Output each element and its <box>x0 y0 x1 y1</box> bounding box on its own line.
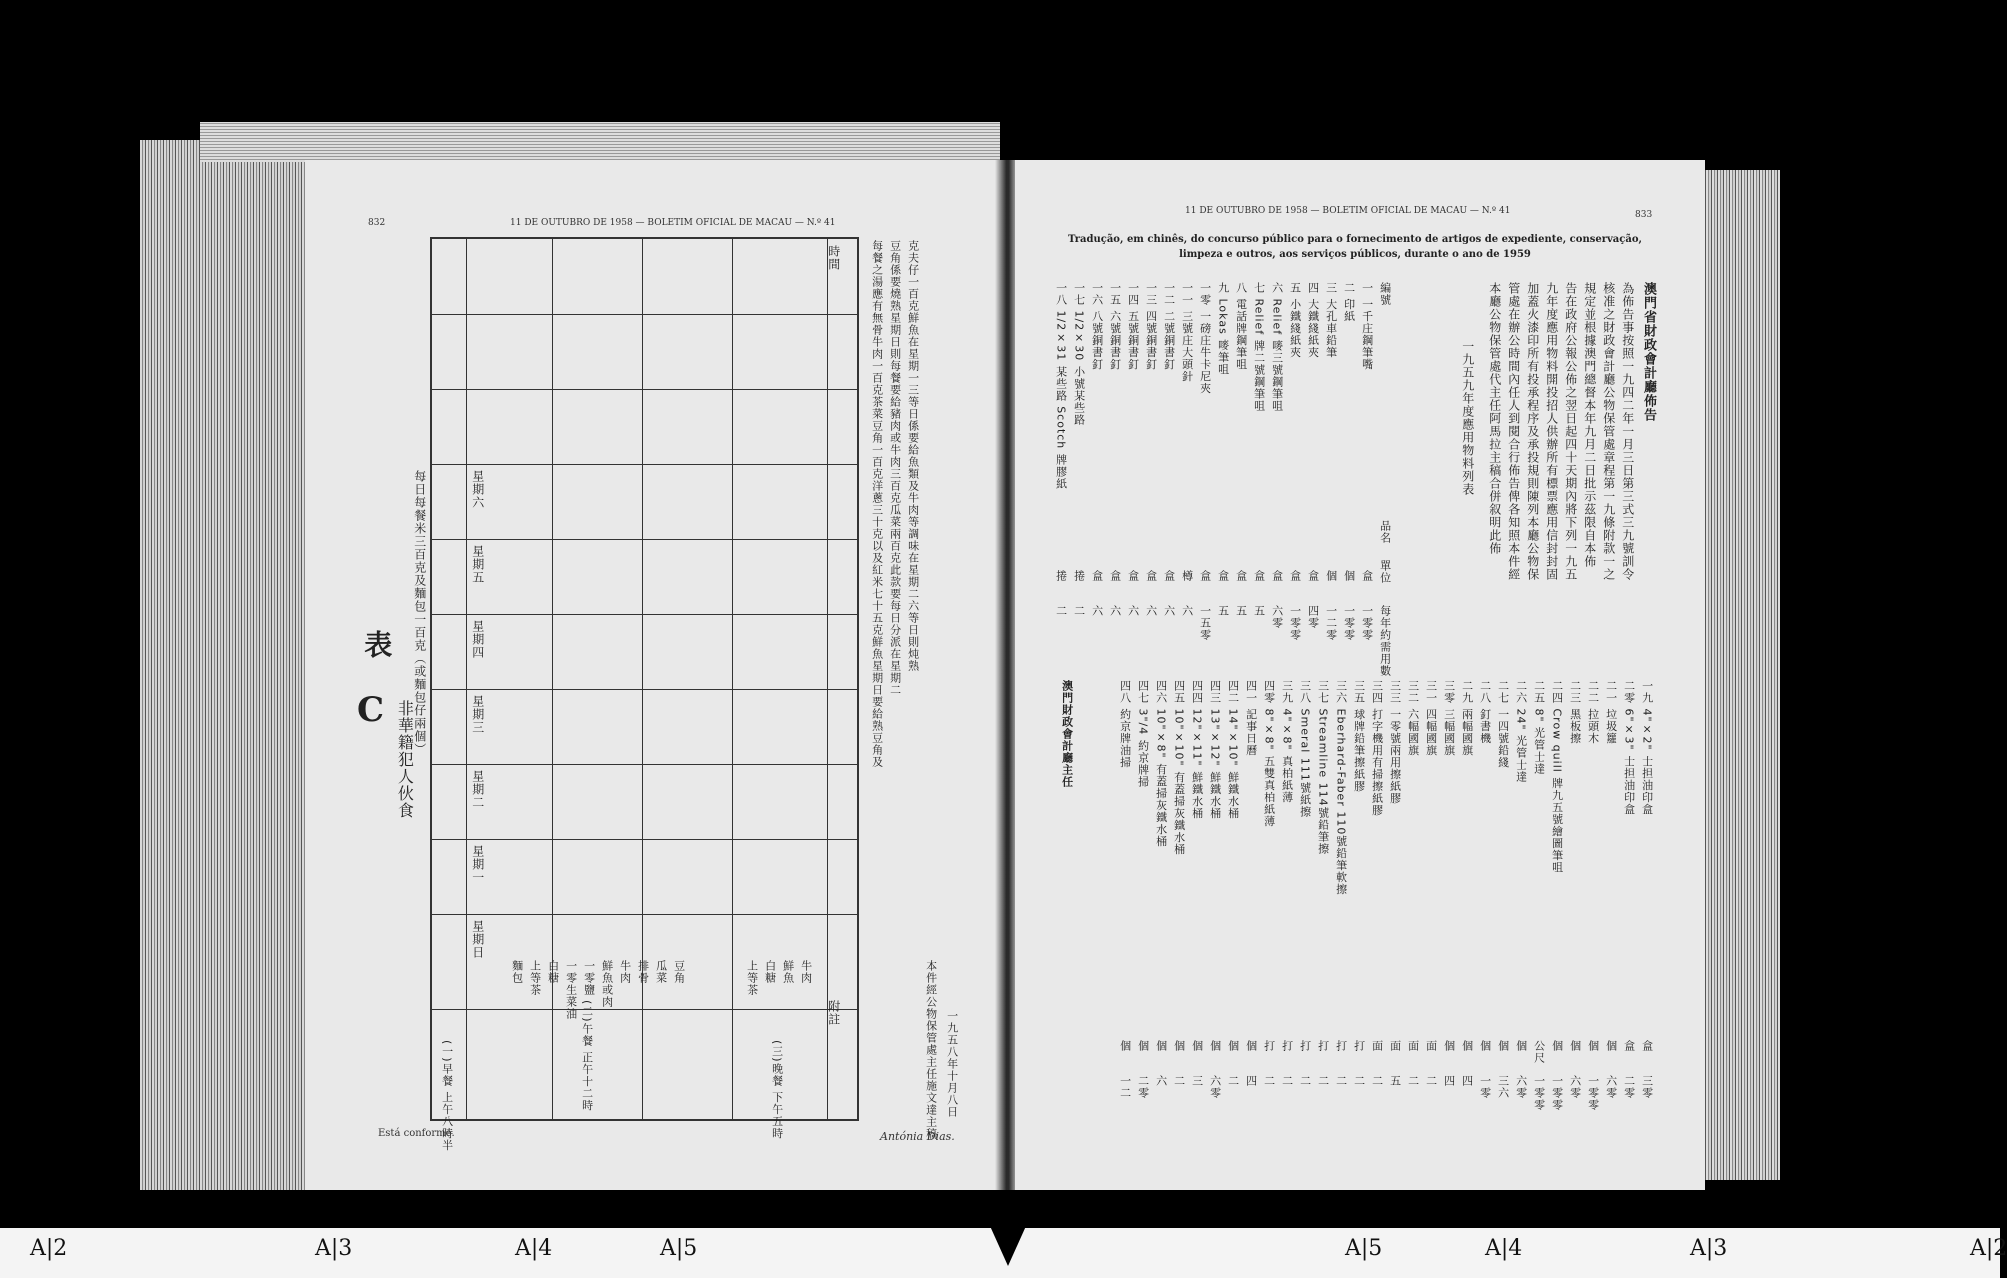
quantity-cell: 一零零 <box>1532 1075 1546 1111</box>
item-entry: 一九 4"×2" 士担油印盒 <box>1640 680 1654 816</box>
food-item: 一零鹽 <box>582 960 596 996</box>
item-entry: 四二 14"×10" 鮮鐵水桶 <box>1226 680 1240 820</box>
table-subtitle: 非華籍犯人伙食 <box>395 700 415 819</box>
header-qty: 每年約需用數 <box>1378 605 1392 677</box>
quantity-cell: 二 <box>1334 1075 1348 1087</box>
item-entry: 四四 12"×11" 鮮鐵水桶 <box>1190 680 1204 820</box>
table-row-divider <box>432 689 857 690</box>
ruler-mark: A|2 <box>30 1236 68 1261</box>
ruler-mark: A|3 <box>1690 1236 1728 1261</box>
left-page-header: 11 DE OUTUBRO DE 1958 — BOLETIM OFICIAL DE MACAU — N.º 41 <box>510 218 836 228</box>
list-title: 一九五九年度應用物料列表 <box>1460 340 1475 496</box>
table-col-divider <box>466 239 467 1119</box>
quantity-cell: 六 <box>1154 1075 1168 1087</box>
unit-cell: 樽 <box>1180 570 1194 582</box>
item-entry: 二三 黑板擦 <box>1568 680 1582 745</box>
quantity-cell: 五 <box>1252 605 1266 617</box>
notice-line: 加蓋火漆印所有投承程序及承投規則陳列本廳公物保 <box>1525 282 1540 581</box>
notice-heading: 澳門省財政會計廳佈告 <box>1640 282 1656 422</box>
unit-cell: 盒 <box>1306 570 1320 582</box>
unit-cell: 個 <box>1442 1040 1456 1052</box>
footnote-line: 克夫仔一百克鮮魚在星期一三等日係要給魚類及牛肉等調味在星期二六等日則炖熟 <box>906 240 920 672</box>
ruler-mark: A|5 <box>660 1236 698 1261</box>
quantity-cell: 二 <box>1370 1075 1384 1087</box>
unit-cell: 個 <box>1478 1040 1492 1052</box>
item-entry: 一三 四號銅書釘 <box>1144 282 1158 371</box>
quantity-cell: 一零 <box>1478 1075 1492 1099</box>
unit-cell: 盒 <box>1144 570 1158 582</box>
food-item: 牛肉 <box>618 960 632 984</box>
quantity-cell: 五 <box>1388 1075 1402 1087</box>
quantity-cell: 一二零 <box>1324 605 1338 641</box>
quantity-cell: 四 <box>1460 1075 1474 1087</box>
quantity-cell: 二 <box>1072 605 1086 617</box>
table-col-divider <box>552 239 553 1119</box>
item-entry: 三三 一零號兩用擦紙膠 <box>1388 680 1402 805</box>
quantity-cell: 三零 <box>1640 1075 1654 1099</box>
item-entry: 四三 13"×12" 鮮鐵水桶 <box>1208 680 1222 820</box>
food-item: 鮮魚 <box>781 960 795 984</box>
quantity-cell: 六 <box>1144 605 1158 617</box>
notice-line: 為佈告事按照一九四二年一月三日第三式三九號訓令 <box>1620 282 1635 581</box>
meal-lunch: (二)午餐 正午十二時 <box>580 1000 594 1112</box>
page-stack-left <box>140 140 315 1190</box>
quantity-cell: 六零 <box>1270 605 1284 629</box>
unit-cell: 個 <box>1190 1040 1204 1052</box>
unit-cell: 個 <box>1604 1040 1618 1052</box>
quantity-cell: 一零零 <box>1342 605 1356 641</box>
food-item: 上等茶 <box>528 960 542 996</box>
quantity-cell: 二 <box>1424 1075 1438 1087</box>
unit-cell: 個 <box>1496 1040 1510 1052</box>
col-header-sun: 星期日 <box>470 920 485 959</box>
col-header-notes: 附註 <box>826 1000 841 1026</box>
item-entry: 三九 4"×8" 真柏紙薄 <box>1280 680 1294 804</box>
ruler-mark: A|3 <box>315 1236 353 1261</box>
table-row-divider <box>432 539 857 540</box>
food-item: 豆角 <box>672 960 686 984</box>
notice-line: 管處在辦公時間內任人到閱合行佈告俾各知照本件經 <box>1506 282 1521 581</box>
header-unit: 單位 <box>1378 560 1392 584</box>
notice-line: 本廳公物保管處代主任阿馬拉主稿合併叙明此佈 <box>1487 282 1502 555</box>
quantity-cell: 四 <box>1244 1075 1258 1087</box>
quantity-cell: 一零零 <box>1360 605 1374 641</box>
quantity-cell: 六 <box>1108 605 1122 617</box>
quantity-cell: 六零 <box>1604 1075 1618 1099</box>
notice-line: 告在政府公報公佈之翌日起四十天期內將下列一九五 <box>1563 282 1578 581</box>
footnote-line: 每餐之湯應有無骨牛肉一百克茶菜豆角一百克洋蔥三十克以及紅米七十五克鮮魚星期日要給熟豆角及 <box>870 240 884 768</box>
food-item: 白糖 <box>763 960 777 984</box>
unit-cell: 打 <box>1298 1040 1312 1052</box>
unit-cell: 個 <box>1136 1040 1150 1052</box>
item-entry: 三八 Smeral 111號紙擦 <box>1298 680 1312 818</box>
item-entry: 四七 3"/4 約京牌掃 <box>1136 680 1150 788</box>
quantity-cell: 二 <box>1054 605 1068 617</box>
food-item: 瓜菜 <box>654 960 668 984</box>
quantity-cell: 二 <box>1316 1075 1330 1087</box>
notice-line: 核准之財政會計廳公物保管處章程第一九條附款一之 <box>1601 282 1616 581</box>
col-header-thu: 星期四 <box>470 620 485 659</box>
unit-cell: 盒 <box>1126 570 1140 582</box>
quantity-cell: 二 <box>1406 1075 1420 1087</box>
unit-cell: 打 <box>1280 1040 1294 1052</box>
quantity-cell: 二零 <box>1136 1075 1150 1099</box>
col-header-wed: 星期三 <box>470 695 485 734</box>
item-entry: 四五 10"×10" 有蓋掃灰鐵水桶 <box>1172 680 1186 856</box>
signature-block: 澳門財政會計廳主任 <box>1060 680 1074 788</box>
ruler-mark: A|4 <box>515 1236 553 1261</box>
quantity-cell: 五 <box>1234 605 1248 617</box>
quantity-cell: 一零零 <box>1586 1075 1600 1111</box>
unit-cell: 打 <box>1262 1040 1276 1052</box>
quantity-cell: 二 <box>1226 1075 1240 1087</box>
quantity-cell: 六零 <box>1568 1075 1582 1099</box>
unit-cell: 個 <box>1154 1040 1168 1052</box>
conforme-stamp: Está conforme. <box>378 1128 455 1139</box>
item-entry: 一零 一磅庄牛卡尼夾 <box>1198 282 1212 395</box>
food-item: 牛肉 <box>799 960 813 984</box>
food-item: 鮮魚或肉 <box>600 960 614 1008</box>
item-entry: 二七 一四號鉛綫 <box>1496 680 1510 769</box>
quantity-cell: 六零 <box>1514 1075 1528 1099</box>
food-item: 一零生菜油 <box>564 960 578 1020</box>
unit-cell: 面 <box>1388 1040 1402 1052</box>
item-entry: 一八 1/2×31 某些路 Scotch 牌膠紙 <box>1054 282 1068 490</box>
unit-cell: 盒 <box>1090 570 1104 582</box>
table-col-divider <box>642 239 643 1119</box>
col-header-sat: 星期六 <box>470 470 485 509</box>
quantity-cell: 三六 <box>1496 1075 1510 1099</box>
unit-cell: 盒 <box>1640 1040 1654 1052</box>
quantity-cell: 四 <box>1442 1075 1456 1087</box>
quantity-cell: 二 <box>1262 1075 1276 1087</box>
item-entry: 七 Relief 牌二號鋼筆咀 <box>1252 282 1266 412</box>
item-entry: 二零 6"×3" 士担油印盒 <box>1622 680 1636 816</box>
unit-cell: 打 <box>1334 1040 1348 1052</box>
col-header-tue: 星期二 <box>470 770 485 809</box>
item-entry: 三四 打字機用有掃擦紙膠 <box>1370 680 1384 817</box>
unit-cell: 個 <box>1550 1040 1564 1052</box>
item-entry: 二六 24" 光管士達 <box>1514 680 1528 784</box>
notice-line: 規定並根據澳門總督本年九月二日批示茲限自本佈 <box>1582 282 1597 568</box>
item-entry: 三一 四幅國旗 <box>1424 680 1438 757</box>
item-entry: 四八 約京牌油掃 <box>1118 680 1132 769</box>
unit-cell: 公尺 <box>1532 1040 1546 1064</box>
unit-cell: 個 <box>1324 570 1338 582</box>
header-number: 編號 <box>1378 282 1392 306</box>
col-header-fri: 星期五 <box>470 545 485 584</box>
item-entry: 三七 Streamline 114號鉛筆擦 <box>1316 680 1330 855</box>
unit-cell: 盒 <box>1622 1040 1636 1052</box>
left-page-number: 832 <box>368 218 386 228</box>
unit-cell: 盒 <box>1252 570 1266 582</box>
table-row-divider <box>432 764 857 765</box>
unit-cell: 個 <box>1568 1040 1582 1052</box>
unit-cell: 盒 <box>1198 570 1212 582</box>
item-entry: 二九 兩幅國旗 <box>1460 680 1474 757</box>
item-entry: 一七 1/2×30 小號某些路 <box>1072 282 1086 426</box>
unit-cell: 個 <box>1342 570 1356 582</box>
quantity-cell: 二 <box>1352 1075 1366 1087</box>
table-row-divider <box>432 314 857 315</box>
quantity-cell: 一五零 <box>1198 605 1212 641</box>
unit-cell: 個 <box>1514 1040 1528 1052</box>
date-line: 一九五八年十月八日 <box>945 1010 959 1118</box>
item-entry: 四零 8"×8" 五雙真柏紙薄 <box>1262 680 1276 828</box>
quantity-cell: 六 <box>1162 605 1176 617</box>
item-entry: 二一 垃圾籮 <box>1604 680 1618 745</box>
item-entry: 三零 三幅國旗 <box>1442 680 1456 757</box>
signature: Antónia Dias. <box>880 1130 955 1143</box>
table-row-divider <box>432 839 857 840</box>
item-entry: 六 Relief 嘜三號鋼筆咀 <box>1270 282 1284 412</box>
item-entry: 八 電話牌鋼筆咀 <box>1234 282 1248 371</box>
unit-cell: 面 <box>1406 1040 1420 1052</box>
unit-cell: 捲 <box>1054 570 1068 582</box>
item-entry: 一 一千庄鋼筆嘴 <box>1360 282 1374 371</box>
quantity-cell: 六 <box>1180 605 1194 617</box>
quantity-cell: 一零零 <box>1288 605 1302 641</box>
item-entry: 一四 五號銅書釘 <box>1126 282 1140 371</box>
unit-cell: 打 <box>1352 1040 1366 1052</box>
item-entry: 一二 二號銅書釘 <box>1162 282 1176 371</box>
quantity-cell: 五 <box>1216 605 1230 617</box>
table-row-divider <box>432 1009 857 1010</box>
unit-cell: 面 <box>1424 1040 1438 1052</box>
header-item: 品名 <box>1378 520 1392 544</box>
quantity-cell: 四零 <box>1306 605 1320 629</box>
quantity-cell: 六零 <box>1208 1075 1222 1099</box>
item-entry: 一五 六號銅書釘 <box>1108 282 1122 371</box>
col-header-time: 時間 <box>826 245 841 271</box>
portuguese-title: Tradução, em chinês, do concurso público para o fornecimento de artigos de expediente, conservação, limpeza e outros, aos serviços públicos, durante o ano de 1959 <box>1068 234 1642 260</box>
quantity-cell: 二零 <box>1622 1075 1636 1099</box>
table-col-divider <box>732 239 733 1119</box>
quantity-cell: 一零零 <box>1550 1075 1564 1111</box>
item-entry: 九 Lokas 嘜筆咀 <box>1216 282 1230 376</box>
approval-note: 本件經公物保管處主任施文達主稿 <box>924 960 938 1140</box>
unit-cell: 個 <box>1172 1040 1186 1052</box>
ruler-mark: A|5 <box>1345 1236 1383 1261</box>
item-entry: 四一 記事日曆 <box>1244 680 1258 757</box>
table-row-divider <box>432 614 857 615</box>
quantity-cell: 一二 <box>1118 1075 1132 1099</box>
food-item: 麵包 <box>510 960 524 984</box>
item-entry: 三六 Eberhard-Faber 110號鉛筆軟擦 <box>1334 680 1348 896</box>
quantity-cell: 二 <box>1172 1075 1186 1087</box>
unit-cell: 盒 <box>1108 570 1122 582</box>
food-item: 白糖 <box>546 960 560 984</box>
quantity-cell: 二 <box>1280 1075 1294 1087</box>
ruler-mark: A|2 <box>1970 1236 2007 1261</box>
page-stack-right <box>1700 170 1780 1180</box>
quantity-cell: 六 <box>1126 605 1140 617</box>
item-entry: 二五 8" 光管士達 <box>1532 680 1546 776</box>
right-page-header: 11 DE OUTUBRO DE 1958 — BOLETIM OFICIAL DE MACAU — N.º 41 <box>1185 206 1511 216</box>
table-letter-text: C <box>357 690 385 730</box>
page-stack-top <box>200 122 1000 162</box>
quantity-cell: 二 <box>1298 1075 1312 1087</box>
table-subtitle-2: 每日每餐米三百克及麵包一百克（或麵包仔兩個） <box>412 470 427 756</box>
item-entry: 五 小鐵綫紙夾 <box>1288 282 1302 359</box>
table-row-divider <box>432 464 857 465</box>
ruler-center-notch <box>990 1226 1026 1266</box>
ruler-mark: A|4 <box>1485 1236 1523 1261</box>
item-entry: 一六 八號銅書釘 <box>1090 282 1104 371</box>
food-item: 排骨 <box>636 960 650 984</box>
unit-cell: 捲 <box>1072 570 1086 582</box>
table-letter <box>357 690 384 730</box>
table-row-divider <box>432 389 857 390</box>
meal-dinner: (三)晚餐 下午五時 <box>770 1040 784 1140</box>
item-entry: 二八 釘書機 <box>1478 680 1492 745</box>
meal-table <box>430 237 859 1121</box>
footnote-line: 豆角係要燒熟星期日則每餐要給豬肉或牛肉三百克瓜菜兩百克此款要每日分派在星期二 <box>888 240 902 696</box>
item-entry: 三二 六幅國旗 <box>1406 680 1420 757</box>
right-page-number: 833 <box>1635 210 1653 220</box>
unit-cell: 個 <box>1118 1040 1132 1052</box>
table-col-divider <box>827 239 828 1119</box>
food-item: 上等茶 <box>745 960 759 996</box>
unit-cell: 盒 <box>1162 570 1176 582</box>
quantity-cell: 六 <box>1090 605 1104 617</box>
item-entry: 四 大鐵綫紙夾 <box>1306 282 1320 359</box>
unit-cell: 個 <box>1586 1040 1600 1052</box>
unit-cell: 盒 <box>1234 570 1248 582</box>
table-title-char: 表 <box>360 630 394 659</box>
unit-cell: 盒 <box>1360 570 1374 582</box>
notice-line: 九年度應用物料開投招人供辦所有標票應用信封封固 <box>1544 282 1559 581</box>
table-row-divider <box>432 914 857 915</box>
unit-cell: 面 <box>1370 1040 1384 1052</box>
unit-cell: 盒 <box>1270 570 1284 582</box>
item-entry: 二 印紙 <box>1342 282 1356 323</box>
unit-cell: 個 <box>1208 1040 1222 1052</box>
item-entry: 三五 球牌鉛筆擦紙膠 <box>1352 680 1366 793</box>
item-entry: 二二 拉頭木 <box>1586 680 1600 745</box>
meal-breakfast: (一)早餐 上午八時半 <box>440 1040 454 1152</box>
unit-cell: 個 <box>1460 1040 1474 1052</box>
unit-cell: 個 <box>1226 1040 1240 1052</box>
unit-cell: 盒 <box>1216 570 1230 582</box>
item-entry: 二四 Crow quill 牌九五號繪圖筆咀 <box>1550 680 1564 874</box>
unit-cell: 個 <box>1244 1040 1258 1052</box>
quantity-cell: 三 <box>1190 1075 1204 1087</box>
item-entry: 三 大孔車鉛筆 <box>1324 282 1338 359</box>
item-entry: 四六 10"×8" 有蓋掃灰鐵水桶 <box>1154 680 1168 848</box>
col-header-mon: 星期一 <box>470 845 485 884</box>
unit-cell: 打 <box>1316 1040 1330 1052</box>
item-entry: 一一 三號庄大頭針 <box>1180 282 1194 383</box>
unit-cell: 盒 <box>1288 570 1302 582</box>
